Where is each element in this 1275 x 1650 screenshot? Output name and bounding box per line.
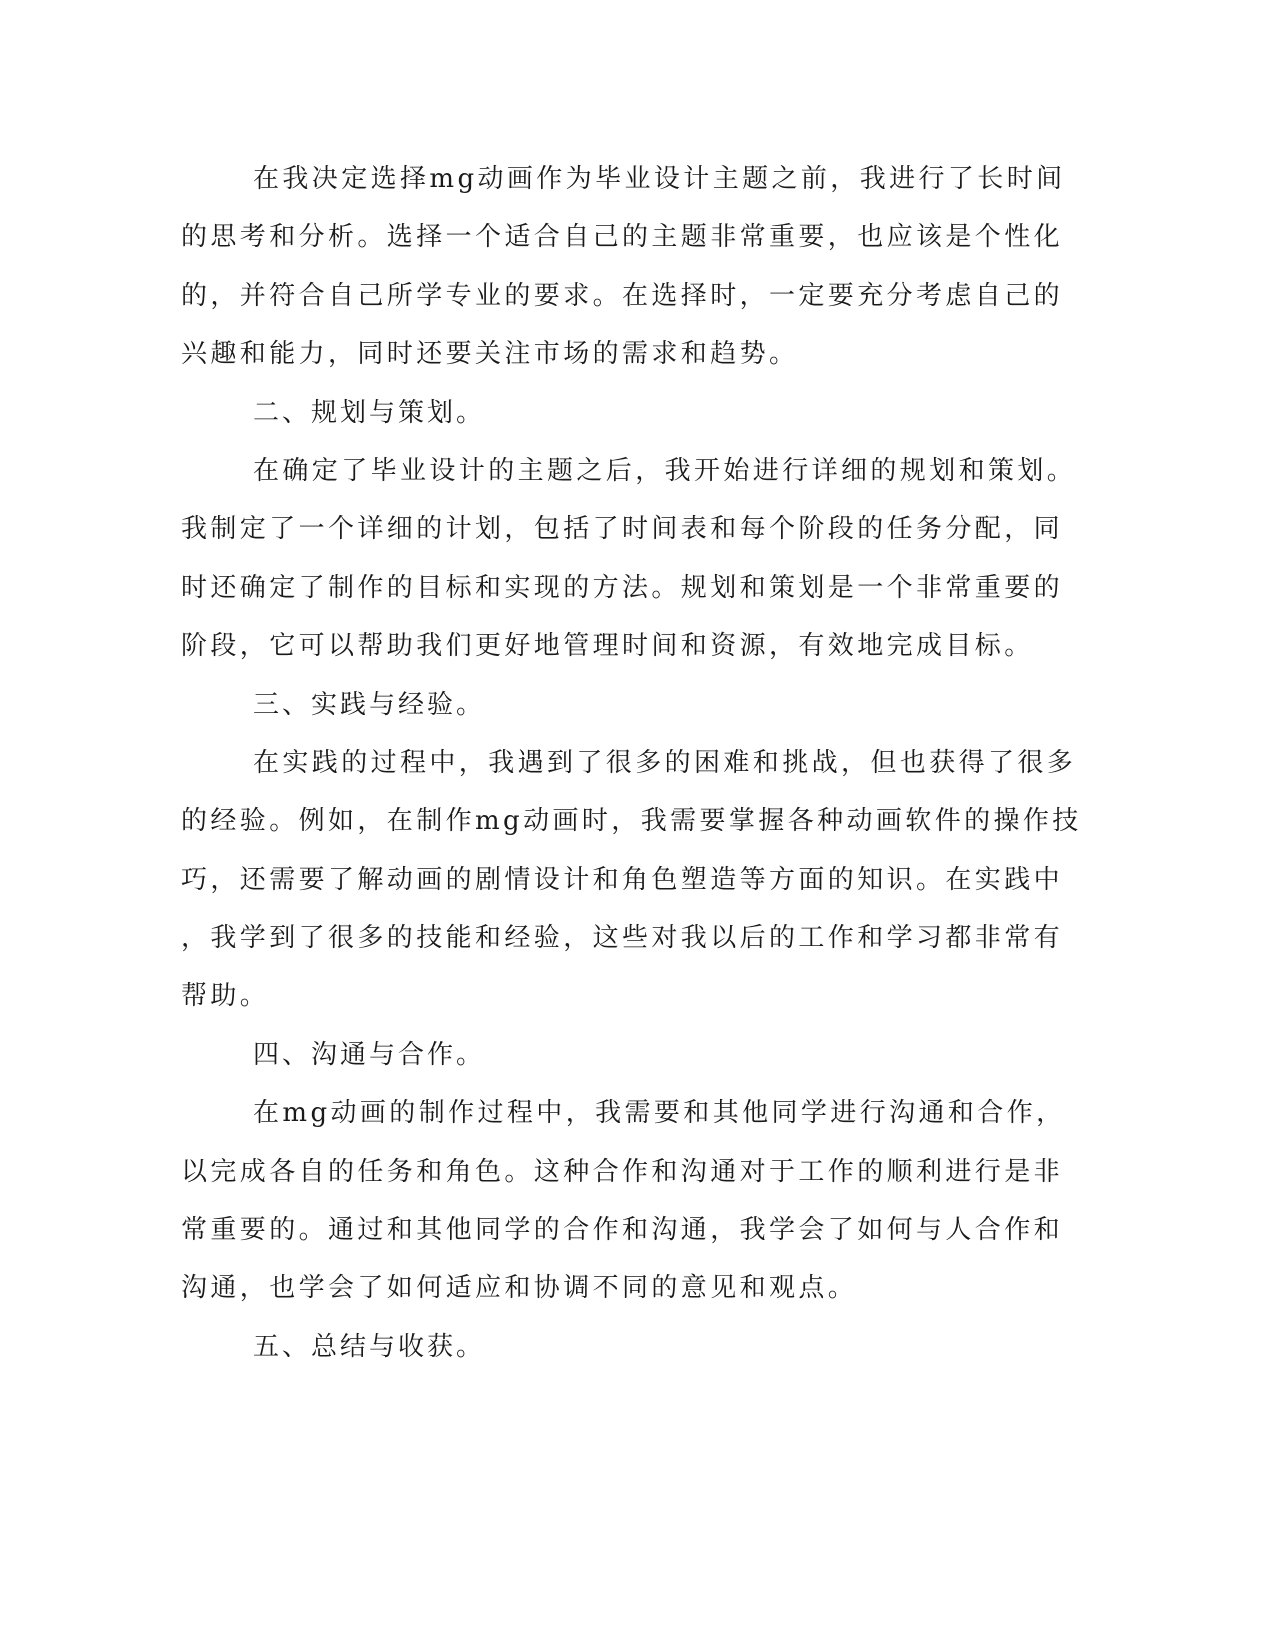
paragraph-4-line-4: 沟通，也学会了如何适应和协调不同的意见和观点。 [181,1273,858,1304]
paragraph-1-line-3: 的，并符合自己所学专业的要求。在选择时，一定要充分考虑自己的 [181,280,1064,311]
document-body [181,150,1082,1376]
paragraph-1-line-2: 的思考和分析。选择一个适合自己的主题非常重要，也应该是个性化 [181,222,1064,253]
paragraph-1-line-4: 兴趣和能力，同时还要关注市场的需求和趋势。 [181,339,799,370]
paragraph-2-line-2: 我制定了一个详细的计划，包括了时间表和每个阶段的任务分配，同 [181,514,1064,545]
section-heading-3: 三、实践与经验。 [253,689,486,720]
paragraph-2-line-1: 在确定了毕业设计的主题之后，我开始进行详细的规划和策划。 [253,455,1077,486]
paragraph-2-line-3: 时还确定了制作的目标和实现的方法。规划和策划是一个非常重要的 [181,572,1064,603]
paragraph-2-line-4: 阶段，它可以帮助我们更好地管理时间和资源，有效地完成目标。 [181,631,1034,662]
section-heading-4: 四、沟通与合作。 [253,1039,486,1070]
paragraph-3-line-5: 帮助。 [181,981,270,1012]
paragraph-4-line-1: 在mg动画的制作过程中，我需要和其他同学进行沟通和合作， [253,1098,1066,1129]
paragraph-4-line-3: 常重要的。通过和其他同学的合作和沟通，我学会了如何与人合作和 [181,1215,1064,1246]
paragraph-3-line-3: 巧，还需要了解动画的剧情设计和角色塑造等方面的知识。在实践中 [181,864,1064,895]
section-heading-2: 二、规划与策划。 [253,397,486,428]
paragraph-3-line-1: 在实践的过程中，我遇到了很多的困难和挑战，但也获得了很多 [253,747,1077,778]
paragraph-1-line-1: 在我决定选择mg动画作为毕业设计主题之前，我进行了长时间 [253,164,1066,194]
paragraph-4-line-2: 以完成各自的任务和角色。这种合作和沟通对于工作的顺利进行是非 [181,1156,1064,1187]
paragraph-3-line-4: ，我学到了很多的技能和经验，这些对我以后的工作和学习都非常有 [181,923,1064,954]
paragraph-3-line-2: 的经验。例如，在制作mg动画时，我需要掌握各种动画软件的操作技 [181,806,1082,837]
section-heading-5: 五、总结与收获。 [253,1331,486,1362]
